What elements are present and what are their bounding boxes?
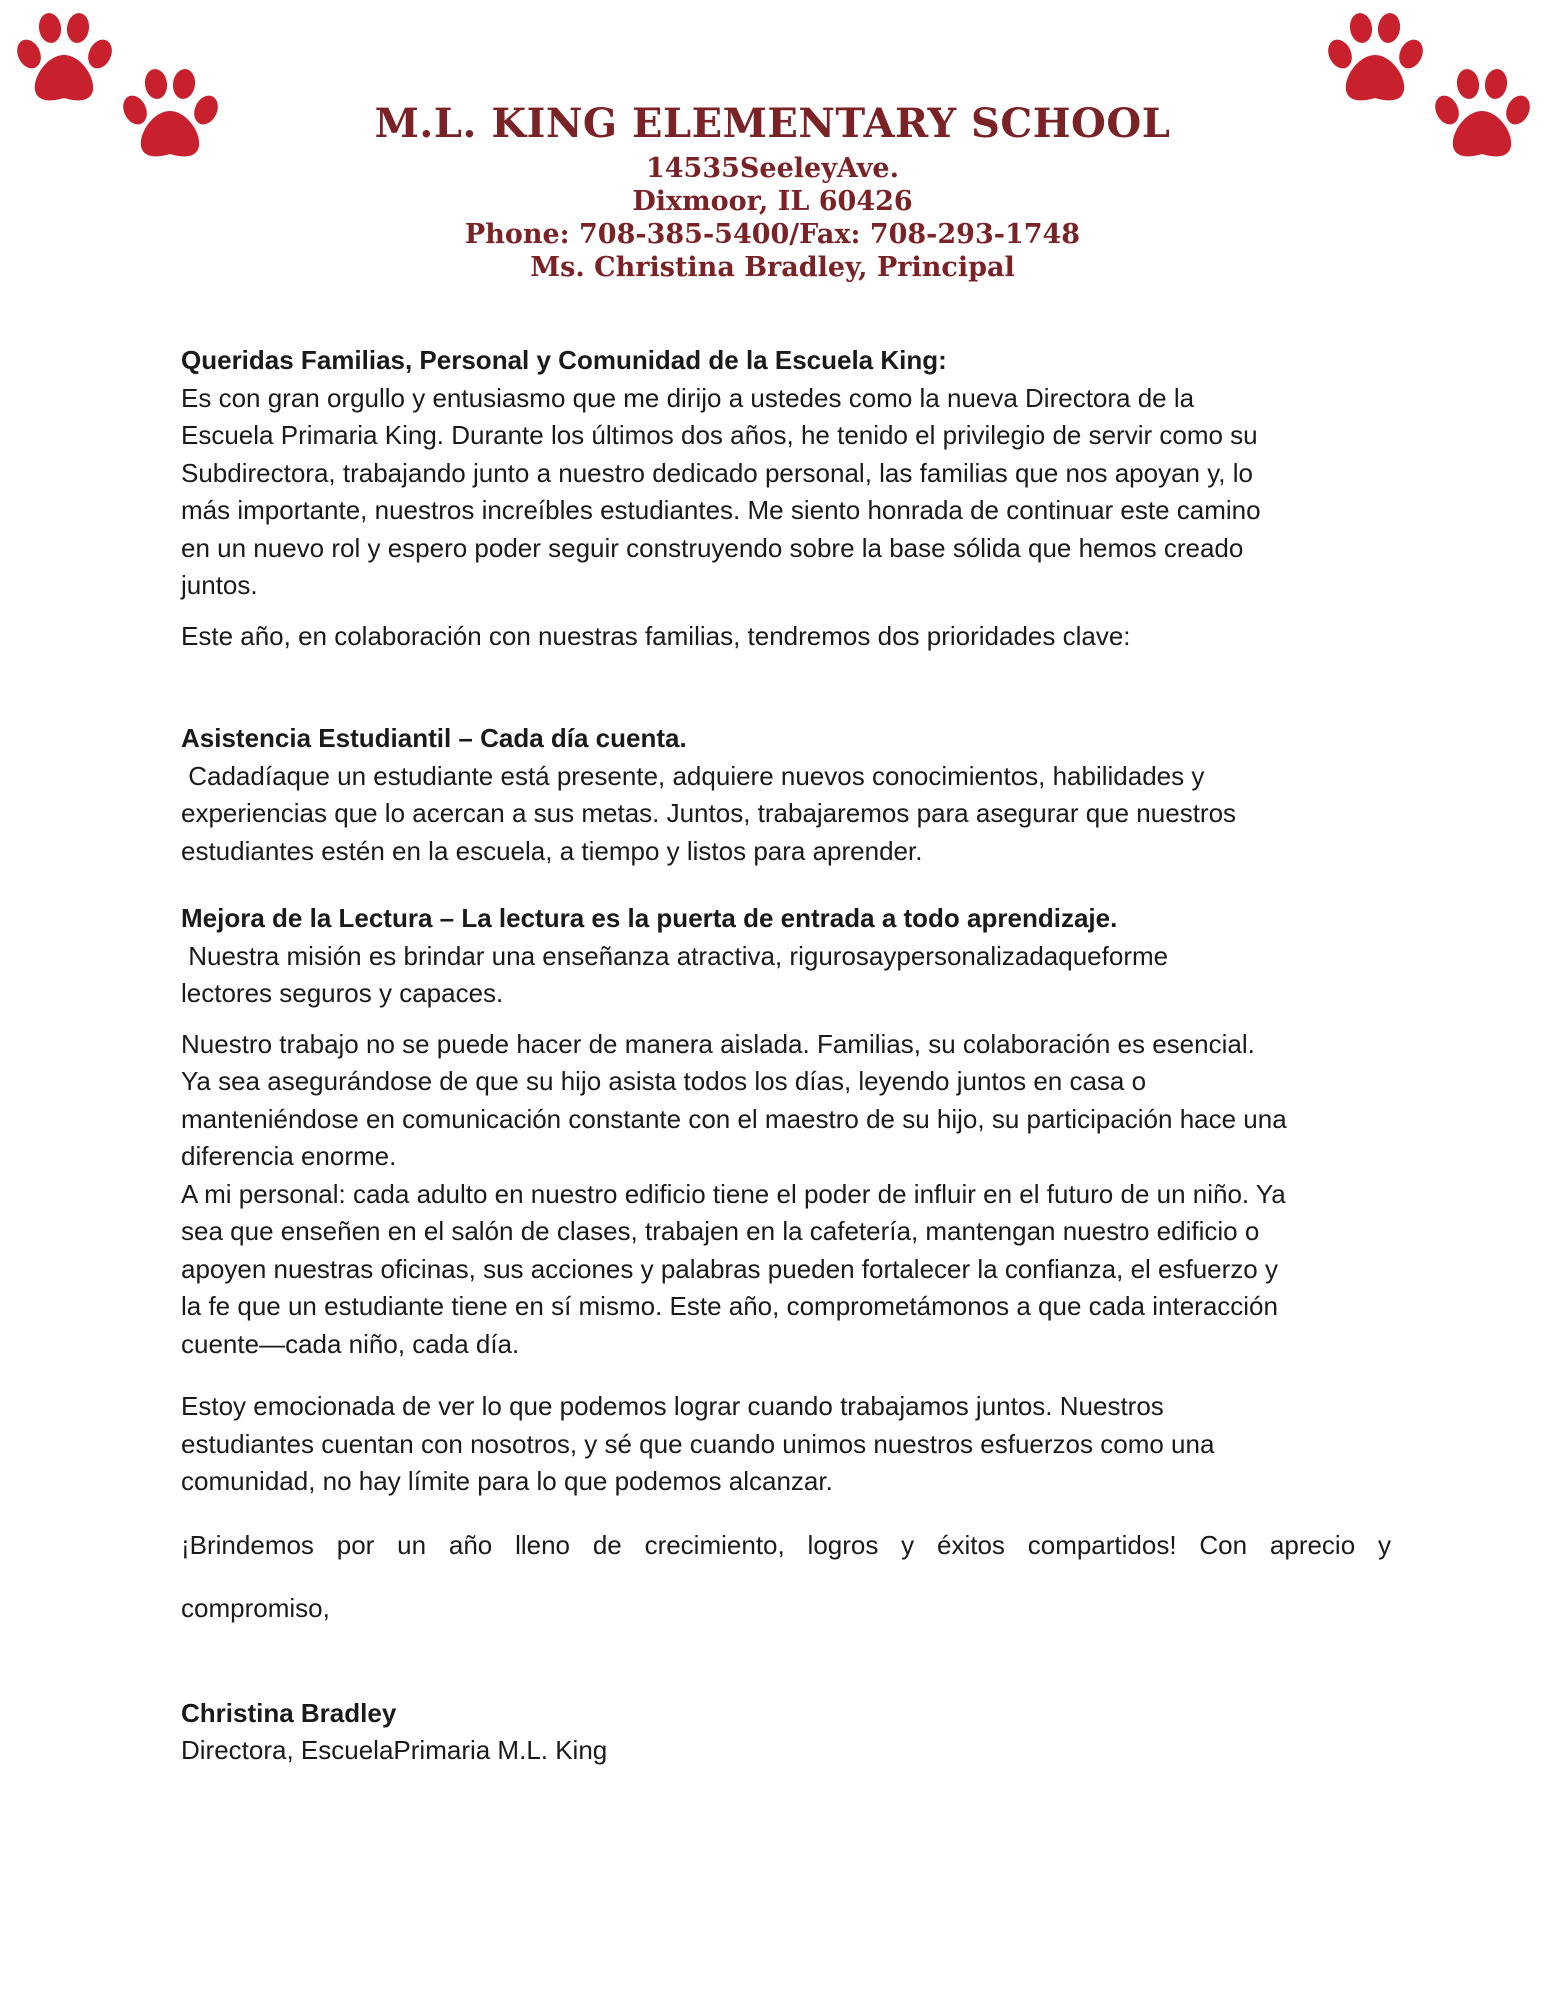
paw-print-icon [14, 10, 116, 110]
salutation: Queridas Familias, Personal y Comunidad de la Escuela King: [181, 345, 947, 375]
intro-line: en un nuevo rol y espero poder seguir construyendo sobre la base sólida que hemos creado [181, 532, 1244, 563]
letter-body [181, 342, 1391, 1770]
school-phone-fax: Phone: 708-385-5400/Fax: 708-293-1748 [464, 219, 1081, 250]
priority-heading: Asistencia Estudiantil – Cada día cuenta. [181, 723, 687, 753]
families-line: Ya sea asegurándose de que su hijo asista todos los días, leyendo juntos en casa o [181, 1066, 1147, 1096]
staff-line: la fe que un estudiante tiene en sí mismo. Este año, comprometámonos a que cada interacción [181, 1291, 1278, 1321]
closing-paragraph [181, 1388, 1391, 1501]
school-name: M.L. KING ELEMENTARY SCHOOL [374, 100, 1171, 147]
priority-line: experiencias que lo acercan a sus metas. Juntos, trabajaremos para asegurar que nuestros [181, 798, 1237, 828]
school-city: Dixmoor, IL 60426 [632, 186, 913, 217]
closing-line: comunidad, no hay límite para lo que podemos alcanzar. [181, 1466, 833, 1496]
staff-paragraph [181, 1176, 1391, 1364]
priority-heading: Mejora de la Lectura – La lectura es la puerta de entrada a todo aprendizaje. [181, 903, 1118, 933]
signature-title: Directora, EscuelaPrimaria M.L. King [181, 1735, 608, 1765]
toast-line: ¡Brindemos por un año lleno de crecimiento, logros y éxitos compartidos! Con aprecio y [181, 1529, 1391, 1560]
school-street: 14535SeeleyAve. [645, 153, 900, 184]
staff-line: apoyen nuestras oficinas, sus acciones y palabras pueden fortalecer la confianza, el esfuerzo y [181, 1253, 1278, 1284]
priority-line: estudiantes estén en la escuela, a tiempo y listos para aprender. [181, 835, 923, 866]
priority-attendance [181, 720, 1391, 870]
priority-line: Cadadíaque un estudiante está presente, adquiere nuevos conocimientos, habilidades y [181, 760, 1205, 791]
intro-line: más importante, nuestros increíbles estudiantes. Me siento honrada de continuar este camino [181, 495, 1261, 525]
staff-line: cuente—cada niño, cada día. [181, 1328, 520, 1359]
intro-paragraph [181, 380, 1391, 605]
letterhead [0, 98, 1545, 284]
intro-line: Escuela Primaria King. Durante los últimos dos años, he tenido el privilegio de servir como su [181, 420, 1258, 450]
priorities-intro: Este año, en colaboración con nuestras familias, tendremos dos prioridades clave: [181, 620, 1131, 651]
paw-print-icon [1325, 10, 1427, 110]
intro-line: Subdirectora, trabajando junto a nuestro dedicado personal, las familias que nos apoyan y, lo [181, 457, 1253, 488]
closing-line: estudiantes cuentan con nosotros, y sé que cuando unimos nuestros esfuerzos como una [181, 1428, 1215, 1459]
intro-line: juntos. [181, 570, 258, 600]
families-line: Nuestro trabajo no se puede hacer de manera aislada. Familias, su colaboración es esencial. [181, 1028, 1255, 1059]
school-principal: Ms. Christina Bradley, Principal [530, 252, 1015, 283]
families-line: manteniéndose en comunicación constante con el maestro de su hijo, su participación hace una [181, 1103, 1287, 1134]
intro-line: Es con gran orgullo y entusiasmo que me dirijo a ustedes como la nueva Directora de la [181, 382, 1195, 413]
priority-line: lectores seguros y capaces. [181, 978, 504, 1008]
staff-line: A mi personal: cada adulto en nuestro edificio tiene el poder de influir en el futuro de un niño. Ya [181, 1178, 1286, 1209]
priority-reading [181, 900, 1391, 1013]
priority-line: Nuestra misión es brindar una enseñanza atractiva, rigurosaypersonalizadaqueforme [181, 940, 1169, 971]
families-line: diferencia enorme. [181, 1141, 397, 1171]
sign-off: compromiso, [181, 1593, 330, 1623]
families-paragraph [181, 1026, 1391, 1176]
closing-line: Estoy emocionada de ver lo que podemos lograr cuando trabajamos juntos. Nuestros [181, 1391, 1164, 1421]
staff-line: sea que enseñen en el salón de clases, trabajen en la cafetería, mantengan nuestro edificio o [181, 1216, 1260, 1246]
signature-name: Christina Bradley [181, 1697, 397, 1728]
